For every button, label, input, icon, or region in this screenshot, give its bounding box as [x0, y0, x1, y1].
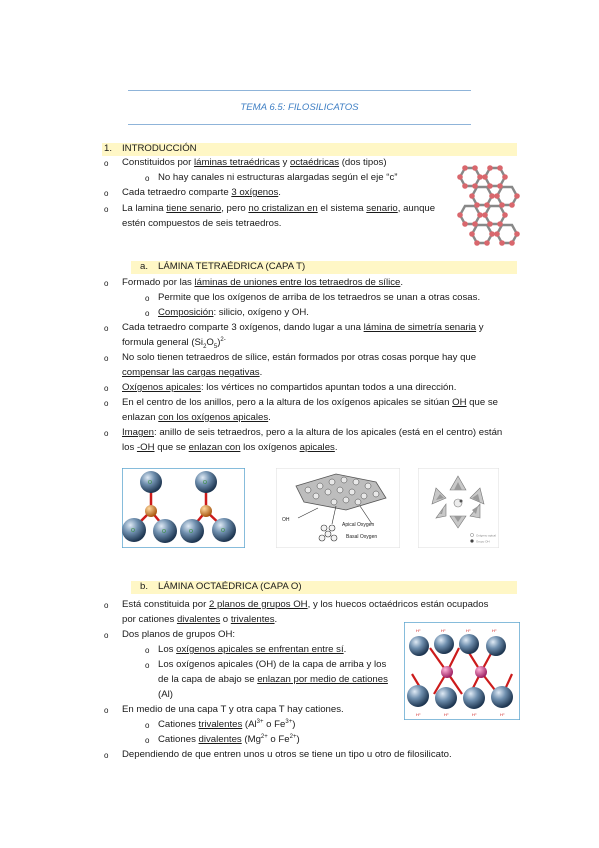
svg-text:H⁺: H⁺ — [492, 628, 497, 633]
svg-text:H⁺: H⁺ — [466, 628, 471, 633]
section-a-heading: LÁMINA TETRAÉDRICA (CAPA T) — [158, 261, 306, 272]
octa-line-2: por cationes divalentes o trivalentes. — [122, 614, 278, 625]
svg-text:H⁺: H⁺ — [444, 712, 449, 717]
apical-oxygen-diagram-image — [276, 468, 400, 548]
octahedral-layer-image — [404, 622, 520, 720]
tetra-line-10: enlazan con los oxígenos apicales. — [122, 412, 271, 423]
oh-label: OH — [282, 517, 290, 523]
bullet: o — [104, 751, 109, 760]
tetra-line-7: compensar las cargas negativas. — [122, 367, 263, 378]
bullet: o — [104, 324, 109, 333]
section-b-letter: b. — [140, 581, 149, 592]
bullet: o — [104, 429, 109, 438]
bullet: o — [104, 601, 109, 610]
tetra-line-12: los -OH que se enlazan con los oxígenos apicales. — [122, 442, 338, 453]
sub-bullet: o — [145, 294, 150, 303]
bullet: o — [104, 706, 109, 715]
intro-line-4: La lamina tiene senario, pero no cristalizan en el sistema senario, aunque — [122, 203, 436, 214]
octa-line-9: Cationes trivalentes ($Al^{3+}$ o $Fe^{3+}$) — [158, 718, 296, 730]
svg-text:H⁺: H⁺ — [416, 628, 421, 633]
bullet: o — [104, 631, 109, 640]
intro-line-1: Constituidos por láminas tetraédricas y octaédricas (dos tipos) — [122, 157, 387, 168]
section-1-number: 1. — [104, 143, 113, 154]
basal-oxygen-label: Basal Oxygen — [346, 534, 378, 540]
bullet: o — [104, 205, 109, 214]
tetra-line-4: Cada tetraedro comparte 3 oxígenos, dando lugar a una lámina de simetría senaria y — [122, 322, 484, 333]
svg-text:O: O — [148, 480, 152, 486]
header-rule-top — [128, 90, 471, 91]
bullet: o — [104, 189, 109, 198]
tetra-line-5: formula general $(Si_2O_5)^{2-}$ — [122, 336, 226, 350]
octa-line-4: Los oxígenos apicales se enfrentan entre sí. — [158, 644, 347, 655]
sub-bullet: o — [145, 736, 150, 745]
octa-line-5: Los oxígenos apicales (OH) de la capa de arriba y los — [158, 659, 387, 670]
tetra-line-11: Imagen: anillo de seis tetraedros, pero a la altura de los apicales (está en el centro) están — [122, 427, 503, 438]
section-a-letter: a. — [140, 261, 149, 272]
svg-text:H⁺: H⁺ — [441, 628, 446, 633]
svg-text:O: O — [203, 480, 207, 486]
octa-line-10: Cationes divalentes ($Mg^{2+}$ o $Fe^{2+}$) — [158, 733, 300, 745]
section-b-heading: LÁMINA OCTAÉDRICA (CAPA O) — [158, 581, 302, 592]
svg-text:H⁺: H⁺ — [500, 712, 505, 717]
page-title: TEMA 6.5: FILOSILICATOS — [240, 102, 359, 113]
intro-line-5: estén compuestos de seis tetraedros. — [122, 218, 282, 229]
bullet: o — [104, 399, 109, 408]
octa-line-1: Está constituida por 2 planos de grupos OH, y los huecos octaédricos están ocupados — [122, 599, 489, 610]
intro-line-3: Cada tetraedro comparte 3 oxígenos. — [122, 187, 281, 198]
apical-oxygen-label: Apical Oxygen — [342, 522, 375, 528]
section-1-heading: INTRODUCCIÓN — [122, 143, 197, 154]
octa-line-6: de la capa de abajo se enlazan por medio de cationes — [158, 674, 388, 685]
svg-text:O: O — [221, 528, 225, 534]
bullet: o — [104, 279, 109, 288]
tetra-line-9: En el centro de los anillos, pero a la altura de los oxígenos apicales se sitúan OH que se — [122, 397, 498, 408]
octa-line-3: Dos planos de grupos OH: — [122, 629, 236, 640]
tetra-line-2: Permite que los oxígenos de arriba de los tetraedros se unan a otras cosas. — [158, 292, 481, 303]
sub-bullet: o — [145, 721, 150, 730]
sub-bullet: o — [145, 174, 150, 183]
bullet: o — [104, 159, 109, 168]
bullet: o — [104, 384, 109, 393]
sub-bullet: o — [145, 646, 150, 655]
tetrahedra-ring-image — [418, 468, 499, 548]
tetra-line-3: Composición: silicio, oxígeno y OH. — [158, 307, 309, 318]
intro-line-2: No hay canales ni estructuras alargadas según el eje “c” — [158, 172, 398, 183]
svg-text:O: O — [189, 529, 193, 535]
svg-text:Al: Al — [488, 670, 492, 675]
svg-text:H⁺: H⁺ — [416, 712, 421, 717]
tetra-line-1: Formado por las láminas de uniones entre los tetraedros de sílice. — [122, 277, 404, 288]
octa-line-8: En medio de una capa T y otra capa T hay cationes. — [122, 704, 344, 715]
bullet: o — [104, 354, 109, 363]
sub-bullet: o — [145, 309, 150, 318]
svg-text:O: O — [162, 529, 166, 535]
silicate-lattice-image — [454, 162, 520, 248]
tetrahedral-model-image — [122, 468, 245, 548]
legend-oh-label: Grupo OH — [476, 539, 490, 544]
octa-line-11: Dependiendo de que entren unos u otros se tiene un tipo u otro de filosilicato. — [122, 749, 452, 760]
svg-text:Al: Al — [454, 670, 458, 675]
legend-apical-label: Oxígeno apical — [476, 533, 497, 538]
tetra-line-8: Oxígenos apicales: los vértices no compartidos apuntan todos a una dirección. — [122, 382, 457, 393]
svg-text:H⁺: H⁺ — [472, 712, 477, 717]
tetra-line-6: No solo tienen tetraedros de sílice, están formados por otras cosas porque hay que — [122, 352, 477, 363]
sub-bullet: o — [145, 661, 150, 670]
header-rule-bottom — [128, 124, 471, 125]
octa-line-7: (Al) — [158, 689, 173, 700]
svg-text:O: O — [131, 528, 135, 534]
